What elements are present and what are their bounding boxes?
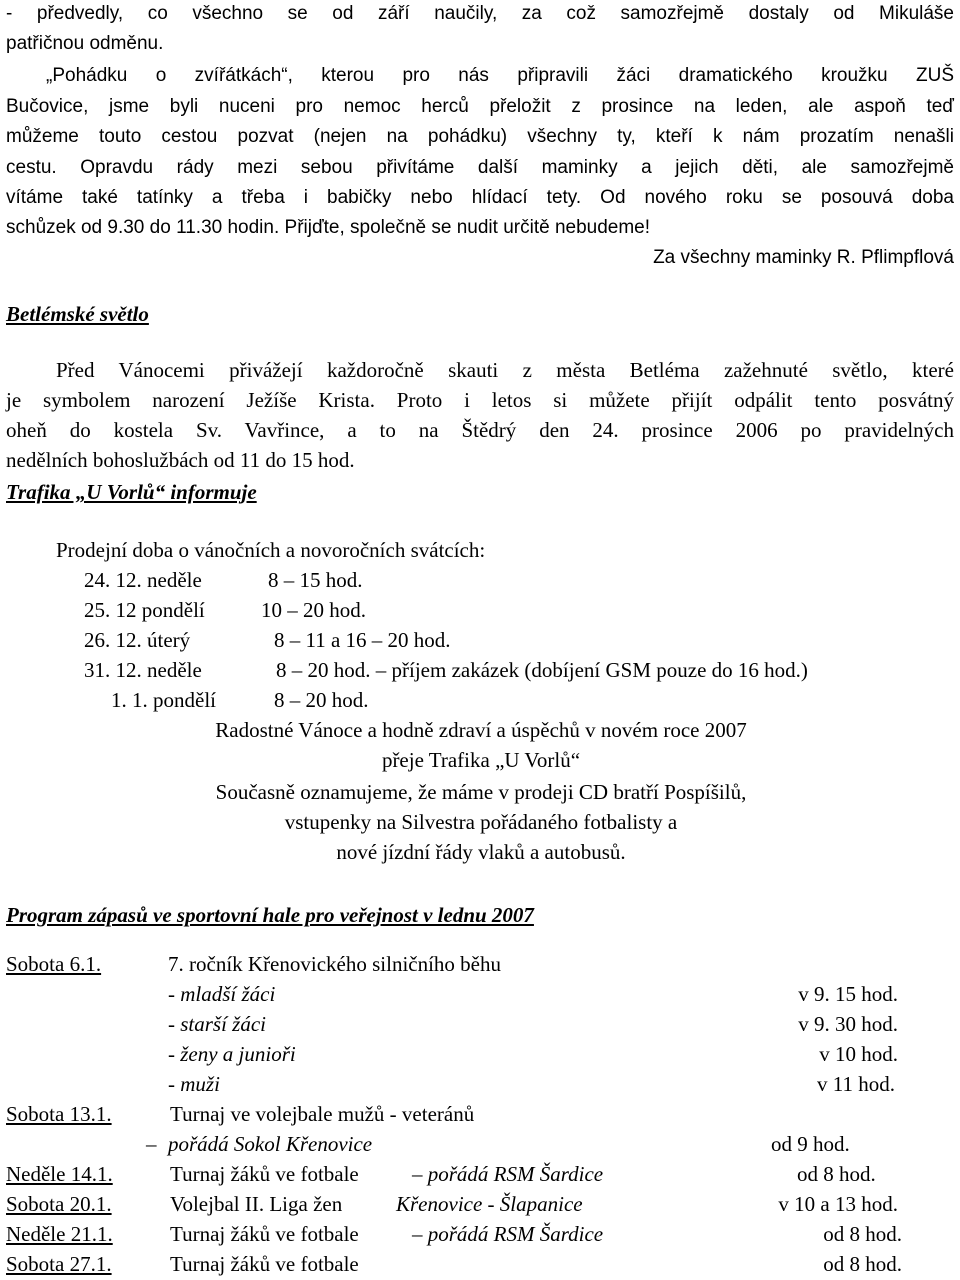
- trafika-note-2: vstupenky na Silvestra pořádaného fotbalisty a: [284, 810, 678, 834]
- event-title: 7. ročník Křenovického silničního běhu: [168, 952, 502, 976]
- hours-row-time: 8 – 20 hod.: [274, 688, 369, 712]
- event-date: Sobota 20.1.: [6, 1192, 112, 1216]
- trafika-note-3: nové jízdní řády vlaků a autobusů.: [336, 840, 626, 864]
- trafika-hours-title: Prodejní doba o vánočních a novoročních svátcích:: [56, 538, 486, 562]
- hours-row-day: 26. 12. úterý: [84, 628, 191, 652]
- event-time: od 8 hod.: [797, 1162, 876, 1186]
- betlem-line-2: je symbolem narození Ježíše Krista. Proto i letos si můžete přijít odpálit tento posvátný: [6, 388, 954, 412]
- event-title: Turnaj žáků ve fotbale: [170, 1222, 359, 1246]
- event-category: - muži: [168, 1072, 220, 1096]
- intro-line-1: - předvedly, co všechno se od září naučily, za což samozřejmě dostaly od Mikuláše: [6, 3, 954, 24]
- hours-row-day: 24. 12. neděle: [84, 568, 202, 592]
- intro-line-2: patřičnou odměnu.: [6, 33, 164, 54]
- intro-line-4: Bučovice, jsme byli nuceni pro nemoc herců přeložit z prosince na leden, ale aspoň teď: [6, 96, 954, 117]
- event-organizer: pořádá Sokol Křenovice: [168, 1132, 373, 1156]
- hours-row-time: 8 – 20 hod. – příjem zakázek (dobíjení GSM pouze do 16 hod.): [276, 658, 808, 682]
- intro-line-3: „Pohádku o zvířátkách“, kterou pro nás připravili žáci dramatického kroužku ZUŠ: [46, 65, 954, 86]
- hours-row-day: 31. 12. neděle: [84, 658, 202, 682]
- event-date: Sobota 6.1.: [6, 952, 102, 976]
- event-time: od 8 hod.: [823, 1252, 902, 1276]
- event-category: - mladší žáci: [168, 982, 276, 1006]
- event-time: od 9 hod.: [771, 1132, 850, 1156]
- event-organizer-dash: –: [146, 1132, 157, 1156]
- event-time: v 9. 15 hod.: [798, 982, 898, 1006]
- event-date: Neděle 14.1.: [6, 1162, 113, 1186]
- event-time: v 10 hod.: [819, 1042, 898, 1066]
- event-category: - ženy a junioři: [168, 1042, 296, 1066]
- betlem-line-1: Před Vánocemi přivážejí každoročně skauti z města Betléma zažehnuté světlo, které: [56, 358, 954, 382]
- hours-row-time: 8 – 15 hod.: [268, 568, 363, 592]
- event-category: - starší žáci: [168, 1012, 267, 1036]
- event-time: v 11 hod.: [817, 1072, 895, 1096]
- trafika-wish-2: přeje Trafika „U Vorlů“: [381, 748, 581, 772]
- betlem-line-3: oheň do kostela Sv. Vavřince, a to na Štědrý den 24. prosince 2006 po pravidelných: [6, 418, 954, 442]
- intro-line-7: vítáme také tatínky a třeba i babičky nebo hlídací tety. Od nového roku se posouvá doba: [6, 187, 954, 208]
- betlem-line-4: nedělních bohoslužbách od 11 do 15 hod.: [6, 448, 355, 472]
- event-title: Turnaj žáků ve fotbale: [170, 1162, 359, 1186]
- event-title: Volejbal II. Liga žen: [170, 1192, 343, 1216]
- intro-line-8: schůzek od 9.30 do 11.30 hodin. Přijďte, společně se nudit určitě nebudeme!: [6, 217, 651, 238]
- event-title: Turnaj ve volejbale mužů - veteránů: [170, 1102, 475, 1126]
- event-date: Neděle 21.1.: [6, 1222, 113, 1246]
- event-date: Sobota 13.1.: [6, 1102, 112, 1126]
- trafika-heading: Trafika „U Vorlů“ informuje: [6, 480, 257, 504]
- hours-row-time: 10 – 20 hod.: [261, 598, 366, 622]
- hours-row-day: 25. 12 pondělí: [84, 598, 205, 622]
- program-heading: Program zápasů ve sportovní hale pro veřejnost v lednu 2007: [6, 903, 534, 927]
- event-time: od 8 hod.: [823, 1222, 902, 1246]
- event-date: Sobota 27.1.: [6, 1252, 112, 1276]
- trafika-wish-1: Radostné Vánoce a hodně zdraví a úspěchů v novém roce 2007: [215, 718, 747, 742]
- intro-line-5: můžeme touto cestou pozvat (nejen na pohádku) všechny ty, kteří k nám prozatím nenašli: [6, 126, 954, 147]
- intro-signature: Za všechny maminky R. Pflimpflová: [653, 247, 954, 268]
- hours-row-day: 1. 1. pondělí: [111, 688, 216, 712]
- intro-line-6: cestu. Opravdu rády mezi sebou přivítáme další maminky a jejich děti, ale samozřejmě: [6, 157, 954, 178]
- betlem-heading: Betlémské světlo: [6, 302, 149, 326]
- event-organizer: – pořádá RSM Šardice: [412, 1222, 604, 1246]
- event-title: Turnaj žáků ve fotbale: [170, 1252, 359, 1276]
- event-time: v 10 a 13 hod.: [778, 1192, 898, 1216]
- trafika-note-1: Současně oznamujeme, že máme v prodeji CD bratří Pospíšilů,: [215, 780, 747, 804]
- hours-row-time: 8 – 11 a 16 – 20 hod.: [274, 628, 451, 652]
- event-time: v 9. 30 hod.: [798, 1012, 898, 1036]
- event-teams: Křenovice - Šlapanice: [396, 1192, 583, 1216]
- event-organizer: – pořádá RSM Šardice: [412, 1162, 604, 1186]
